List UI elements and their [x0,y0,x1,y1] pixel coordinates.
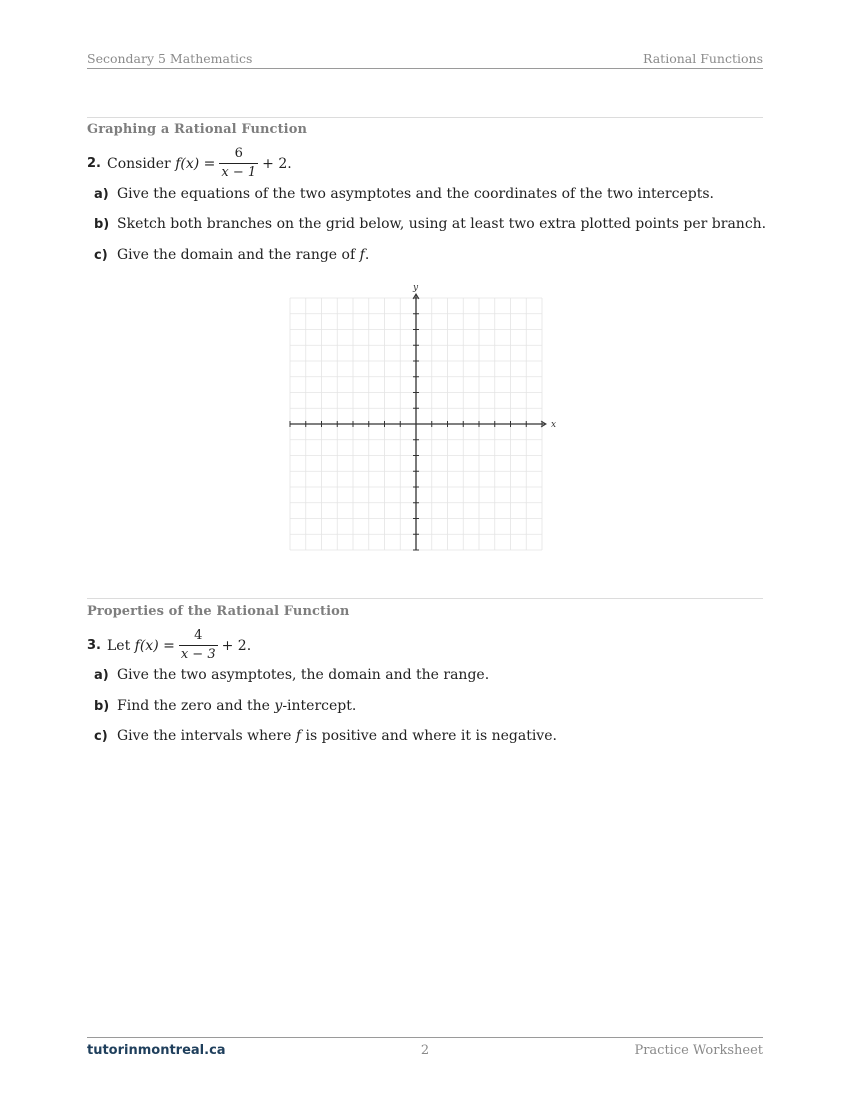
question-3b: b) Find the zero and the y-intercept. [94,698,357,714]
item-variable: f [359,247,365,263]
course-name: Secondary 5 Mathematics [87,51,253,66]
fraction-numerator: 4 [194,628,203,643]
item-text: Give the equations of the two asymptotes and the coordinates of the two intercepts. [117,186,714,202]
problem-lead: Consider [106,155,171,172]
problem-lead: Let [106,637,131,654]
function-name: f(x) = [134,637,175,654]
question-2c: c) Give the domain and the range of f. [94,247,370,263]
item-variable: f [295,728,302,744]
item-variable: y [274,698,283,714]
function-name: f(x) = [175,155,216,172]
question-2a [94,186,714,202]
function-tail: + 2. [221,637,252,654]
section-title-graphing: Graphing a Rational Function [87,122,308,137]
question-2b [94,216,766,232]
section-divider [87,117,763,118]
problem-2-statement [87,146,292,182]
y-axis-label: y [413,283,419,293]
fraction-denominator: x − 1 [221,165,257,181]
item-text: Give the two asymptotes, the domain and the range. [117,667,490,683]
problem-3-statement [87,628,251,664]
fraction-denominator: x − 3 [180,647,216,663]
item-label: a) [94,187,109,202]
item-label: a) [94,668,109,683]
page-header [87,50,763,69]
item-label: b) [94,699,110,714]
section-divider [87,598,763,599]
worksheet-type: Practice Worksheet [634,1043,763,1058]
page-footer [87,1037,763,1058]
item-text: Give the domain and the range of [117,247,356,263]
x-axis-label: x [551,420,557,430]
item-text: Sketch both branches on the grid below, using at least two extra plotted points per branch. [117,216,767,232]
fraction [179,628,218,664]
item-label: b) [94,217,110,232]
problem-number: 3. [87,638,101,654]
item-label: c) [94,729,108,744]
question-3a [94,667,489,683]
question-3c: c) Give the intervals where f is positive and where it is negative. [94,728,557,744]
item-label: c) [94,248,108,263]
item-text: Find the zero and the [117,698,270,714]
function-tail: + 2. [262,155,292,172]
item-text: Give the intervals where [117,728,292,744]
topic-name: Rational Functions [643,51,763,66]
section-title-properties: Properties of the Rational Function [87,604,350,619]
fraction-numerator: 6 [234,146,243,161]
website-link[interactable]: tutorinmontreal.ca [87,1043,226,1058]
fraction [219,146,258,182]
page-number: 2 [420,1043,430,1058]
problem-number: 2. [87,156,101,172]
coordinate-grid [285,280,560,560]
